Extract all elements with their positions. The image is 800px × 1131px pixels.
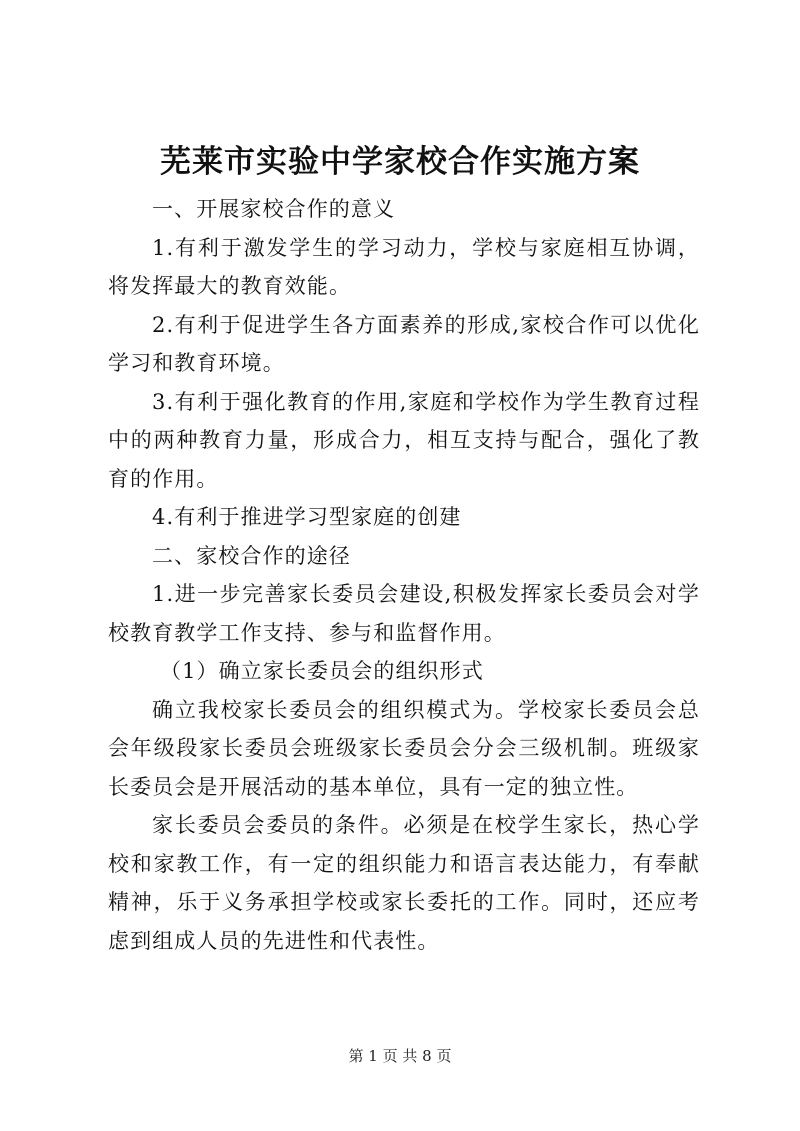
paragraph: 1.进一步完善家长委员会建设,积极发挥家长委员会对学校教育教学工作支持、参与和监督作用。	[108, 582, 700, 645]
document-title: 芜莱市实验中学家校合作实施方案	[160, 144, 640, 180]
document-body	[108, 190, 700, 960]
paragraph: 4.有利于推进学习型家庭的创建	[152, 505, 462, 529]
paragraph: 确立我校家长委员会的组织模式为。学校家长委员会总会年级段家长委员会班级家长委员会分会三级机制。班级家长委员会是开展活动的基本单位，具有一定的独立性。	[108, 697, 700, 799]
section-heading-2: 二、家校合作的途径	[152, 543, 351, 568]
paragraph: 家长委员会委员的条件。必须是在校学生家长，热心学校和家教工作，有一定的组织能力和语言表达能力，有奉献精神，乐于义务承担学校或家长委托的工作。同时，还应考虑到组成人员的先进性和代表性。	[108, 813, 700, 953]
paragraph: 2.有利于促进学生各方面素养的形成,家校合作可以优化学习和教育环境。	[108, 312, 700, 375]
sub-heading: （1）确立家长委员会的组织形式	[160, 659, 484, 683]
paragraph: 3.有利于强化教育的作用,家庭和学校作为学生教育过程中的两种教育力量，形成合力，相互支持与配合，强化了教育的作用。	[108, 389, 700, 491]
paragraph: 1.有利于激发学生的学习动力，学校与家庭相互协调，将发挥最大的教育效能。	[108, 235, 700, 298]
page-footer: 第 1 页 共 8 页	[348, 1047, 452, 1065]
section-heading-1: 一、开展家校合作的意义	[152, 197, 396, 221]
